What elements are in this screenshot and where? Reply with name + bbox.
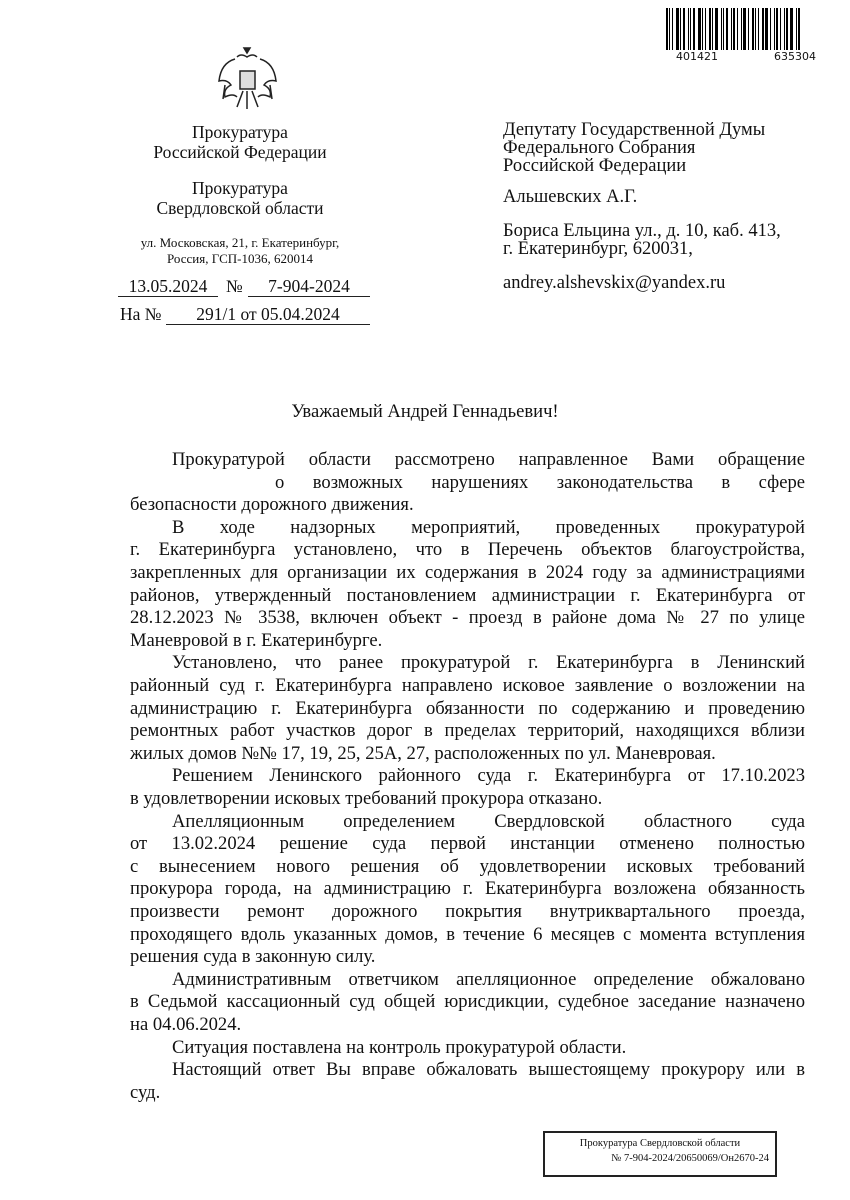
barcode-bar <box>693 8 695 50</box>
barcode-bar <box>774 8 775 50</box>
text: Прокуратура <box>192 178 288 198</box>
text: Депутату Государственной Думы <box>503 120 766 140</box>
body-line: Маневровой в г. Екатеринбурге. <box>130 629 383 651</box>
reference-number: 291/1 от 05.04.2024 <box>166 304 370 325</box>
coat-of-arms-emblem <box>215 45 280 115</box>
text: Прокуратура <box>192 122 288 142</box>
body-line: произвести ремонт дорожного покрытия внутриквартального проезда, <box>130 901 805 922</box>
recipient-address <box>503 222 781 258</box>
body-line: администрацию г. Екатеринбурга обязанности по содержанию и проведению <box>130 697 805 719</box>
number-sign: № <box>226 276 243 296</box>
barcode-bar <box>723 8 724 50</box>
body-line: Настоящий ответ Вы вправе обжаловать вышестоящему прокурору или в <box>172 1059 805 1081</box>
recipient-name: Альшевских А.Г. <box>503 187 638 207</box>
barcode-bar <box>743 8 746 50</box>
text: Бориса Ельцина ул., д. 10, каб. 413, <box>503 221 781 241</box>
stamp-org: Прокуратура Свердловской области <box>579 1138 741 1149</box>
body-line: ремонтных работ участков дорог в пределах территорий, находящихся вблизи <box>130 720 805 742</box>
barcode-bar <box>672 8 673 50</box>
body-line: жилых домов №№ 17, 19, 25, 25А, 27, расположенных по ул. Маневровая. <box>130 742 716 764</box>
barcode-bar <box>715 8 718 50</box>
greeting: Уважаемый Андрей Геннадьевич! <box>291 401 559 422</box>
barcode-bar <box>776 8 778 50</box>
text: Свердловской области <box>156 198 324 218</box>
barcode-bar <box>721 8 722 50</box>
sender-org-regional <box>130 178 350 218</box>
barcode-bar <box>712 8 713 50</box>
text: Российской Федерации <box>153 142 327 162</box>
barcode-bar <box>702 8 703 50</box>
body-line: Апелляционным определением Свердловской областного суда <box>172 810 805 832</box>
body-line: районов, утвержденный постановлением администрации г. Екатеринбурга от <box>130 584 805 606</box>
sender-org-federal <box>130 122 350 162</box>
barcode-bar <box>726 8 728 50</box>
body-line: в Седьмой кассационный суд общей юрисдикции, судебное заседание назначено <box>130 991 805 1013</box>
registration-stamp <box>543 1131 777 1177</box>
barcode-bar <box>709 8 711 50</box>
body-line: с вынесением нового решения об удовлетворении исковых требований <box>130 855 805 877</box>
body-line: о возможных нарушениях законодательства в сфере <box>275 471 805 493</box>
barcode-bar <box>765 8 768 50</box>
body-line: в удовлетворении исковых требований прокурора отказано. <box>130 788 603 809</box>
text: Россия, ГСП-1036, 620014 <box>167 251 313 266</box>
outgoing-date: 13.05.2024 <box>118 276 218 297</box>
barcode-bar <box>688 8 689 50</box>
body-line: г. Екатеринбурга установлено, что в Перечень объектов благоустройства, <box>130 539 805 561</box>
barcode-bar <box>752 8 754 50</box>
barcode-bar <box>770 8 771 50</box>
reference-label: На № <box>120 304 162 324</box>
body-line: закрепленных для организации их содержания в 2024 году за администрациями <box>130 562 805 583</box>
text: ул. Московская, 21, г. Екатеринбург, <box>140 235 340 250</box>
body-line: безопасности дорожного движения. <box>130 494 414 516</box>
body-line: Административным ответчиком апелляционное определение обжаловано <box>172 968 805 990</box>
barcode-right-number: 635304 <box>774 50 816 63</box>
barcode-bar <box>731 8 732 50</box>
text: Федерального Собрания <box>503 138 696 158</box>
outgoing-number: 7-904-2024 <box>248 276 370 297</box>
barcode-bar <box>733 8 735 50</box>
body-line: Установлено, что ранее прокуратурой г. Екатеринбурга в Ленинский <box>172 652 805 674</box>
stamp-number: № 7-904-2024/20650069/Он2670-24 <box>611 1153 769 1164</box>
body-line: на 04.06.2024. <box>130 1014 242 1035</box>
recipient-email: andrey.alshevskix@yandex.ru <box>503 273 726 293</box>
barcode-bar <box>676 8 679 50</box>
body-line: В ходе надзорных мероприятий, проведенных прокуратурой <box>172 516 805 538</box>
text: Российской Федерации <box>503 156 687 176</box>
body-line: прокурора города, на администрацию г. Екатеринбурга возложена обязанность <box>130 878 805 900</box>
barcode-bar <box>798 8 800 50</box>
barcode-bar <box>690 8 691 50</box>
body-line: суд. <box>130 1081 161 1103</box>
body-line: проходящего вдоль указанных домов, в течение 6 месяцев с момента вступления <box>130 923 805 945</box>
barcode-bar <box>755 8 756 50</box>
body-line: районный суд г. Екатеринбурга направлено исковое заявление о возложении на <box>130 675 805 696</box>
sender-address <box>115 235 365 267</box>
barcode-bar <box>683 8 685 50</box>
body-line: Прокуратурой области рассмотрено направленное Вами обращение <box>172 449 805 470</box>
recipient-title <box>503 121 765 175</box>
barcode-bar <box>698 8 701 50</box>
barcode-bar <box>737 8 738 50</box>
barcode-bar <box>796 8 797 50</box>
body-line: 28.12.2023 № 3538, включен объект - проезд в районе дома № 27 по улице <box>130 607 805 629</box>
body-line: решения суда в законную силу. <box>130 946 376 968</box>
barcode-bar <box>666 8 668 50</box>
body-line: Ситуация поставлена на контроль прокуратурой области. <box>172 1036 627 1058</box>
barcode-bar <box>705 8 706 50</box>
barcode-bar <box>748 8 749 50</box>
barcode-left-number: 401421 <box>676 50 718 63</box>
barcode-bar <box>784 8 785 50</box>
barcode-bar <box>786 8 788 50</box>
text: г. Екатеринбург, 620031, <box>503 239 693 259</box>
barcode-bar <box>790 8 793 50</box>
body-line: от 13.02.2024 решение суда первой инстанции отменено полностью <box>130 833 805 855</box>
body-line: Решением Ленинского районного суда г. Екатеринбурга от 17.10.2023 <box>172 765 805 787</box>
barcode-bar <box>780 8 781 50</box>
barcode-bar <box>762 8 764 50</box>
barcode-bar <box>741 8 742 50</box>
barcode-bar <box>758 8 759 50</box>
barcode-bar <box>669 8 670 50</box>
barcode <box>666 8 816 63</box>
barcode-bar <box>680 8 681 50</box>
